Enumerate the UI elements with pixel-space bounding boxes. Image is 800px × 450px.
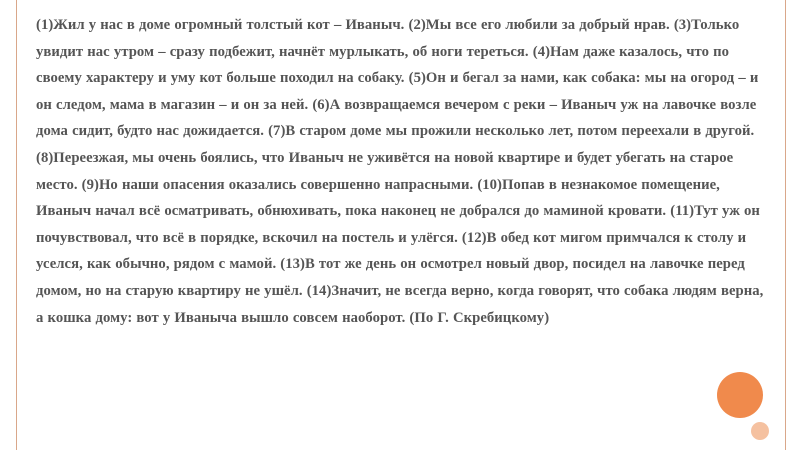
orange-circle-decoration xyxy=(717,372,763,418)
body-paragraph: (1)Жил у нас в доме огромный толстый кот – Иваныч. (2)Мы все его любили за добрый нрав. (3)Только увидит нас утром – сразу подбежит, начнёт мурлыкать, об ноги тереться. (4)Нам даже казалось, что по своему характеру и уму кот больше походил на собаку. (5)Он и бегал за нами, как собака: мы на огород – и он следом, мама в магазин – и он за ней. (6)А возвращаемся вечером с реки – Иваныч уж на лавочке возле дома сидит, будто нас дожидается. (7)В старом доме мы прожили несколько лет, потом переехали в другой. (8)Переезжая, мы очень боялись, что Иваныч не уживётся на новой квартире и будет убегать на старое место. (9)Но наши опасения оказались совершенно напрасными. (10)Попав в незнакомое помещение, Иваныч начал всё осматривать, обнюхивать, пока наконец не добрался до маминой кровати. (11)Тут уж он почувствовал, что всё в порядке, вскочил на постель и улёгся. (12)В обед кот мигом примчался к столу и уселся, как обычно, рядом с мамой. (13)В тот же день он осмотрел новый двор, посидел на лавочке перед домом, но на старую квартиру не ушёл. (14)Значит, не всегда верно, когда говорят, что собака людям верна, а кошка дому: вот у Иваныча вышло совсем наоборот. (По Г. Скребицкому) xyxy=(36,17,764,326)
left-divider-line xyxy=(16,0,17,450)
right-divider-line xyxy=(785,0,786,450)
small-circle-decoration xyxy=(751,422,769,440)
